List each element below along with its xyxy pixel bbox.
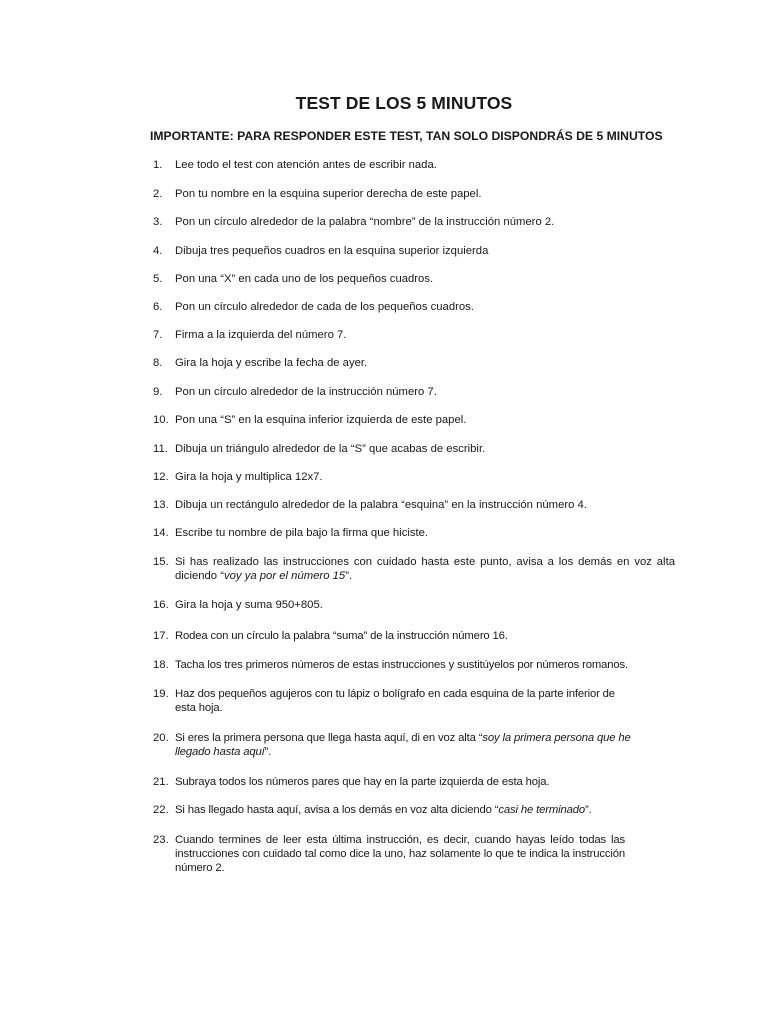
instruction-text: Firma a la izquierda del número 7. xyxy=(175,329,347,341)
instruction-item xyxy=(153,244,683,258)
instruction-text: Cuando termines de leer esta última instrucción, es decir, cuando hayas leído todas las instrucciones con cuidado tal como dice la uno, haz solamente lo que te indica la instrucción número 2. xyxy=(175,834,625,874)
instruction-text-end: ”. xyxy=(345,570,353,582)
page-title: TEST DE LOS 5 MINUTOS xyxy=(295,93,513,113)
instruction-number: 3. xyxy=(153,216,163,228)
instruction-item xyxy=(153,300,683,314)
important-notice: IMPORTANTE: PARA RESPONDER ESTE TEST, TAN SOLO DISPONDRÁS DE 5 MINUTOS xyxy=(150,129,663,143)
instruction-item xyxy=(153,187,683,201)
instruction-number: 4. xyxy=(153,245,163,257)
instruction-text xyxy=(175,731,631,759)
instruction-number: 23. xyxy=(153,834,169,846)
instruction-number: 8. xyxy=(153,357,163,369)
instruction-number: 20. xyxy=(153,732,169,744)
instruction-number: 14. xyxy=(153,527,169,539)
instruction-item xyxy=(153,775,683,789)
instruction-number: 13. xyxy=(153,499,169,511)
instruction-item xyxy=(153,833,625,875)
instruction-item xyxy=(153,555,675,583)
instruction-item xyxy=(153,687,631,715)
instruction-item xyxy=(153,328,683,342)
instruction-text: Pon un círculo alrededor de cada de los pequeños cuadros. xyxy=(175,301,474,313)
instruction-text-start: Si has llegado hasta aquí, avisa a los demás en voz alta diciendo “ xyxy=(175,804,499,816)
instruction-item xyxy=(153,413,683,427)
instruction-number: 21. xyxy=(153,776,169,788)
instruction-text: Pon un círculo alrededor de la palabra “nombre” de la instrucción número 2. xyxy=(175,216,555,228)
instruction-item xyxy=(153,356,683,370)
instruction-number: 9. xyxy=(153,386,163,398)
instruction-item xyxy=(153,598,683,612)
instruction-number: 5. xyxy=(153,273,163,285)
instruction-number: 22. xyxy=(153,804,169,816)
instruction-item xyxy=(153,442,683,456)
instruction-emphasis: soy la primera persona que he llegado hasta aquí xyxy=(175,732,631,758)
instruction-item xyxy=(153,629,683,643)
instruction-number: 6. xyxy=(153,301,163,313)
instruction-item xyxy=(153,385,683,399)
instruction-number: 18. xyxy=(153,659,169,671)
instruction-text: Subraya todos los números pares que hay en la parte izquierda de esta hoja. xyxy=(175,776,550,788)
instruction-item xyxy=(153,272,683,286)
instruction-text xyxy=(175,555,675,583)
instruction-item xyxy=(153,498,683,512)
instruction-item xyxy=(153,215,683,229)
instruction-text: Pon un círculo alrededor de la instrucción número 7. xyxy=(175,386,437,398)
instruction-number: 10. xyxy=(153,414,169,426)
instruction-item xyxy=(153,158,683,172)
instruction-number: 15. xyxy=(153,556,169,568)
instruction-item xyxy=(153,658,683,672)
instruction-number: 7. xyxy=(153,329,163,341)
instruction-emphasis: voy ya por el número 15 xyxy=(223,570,346,582)
instruction-number: 12. xyxy=(153,471,169,483)
instruction-item xyxy=(153,470,683,484)
instruction-text xyxy=(175,803,683,817)
instruction-text: Gira la hoja y suma 950+805. xyxy=(175,599,323,611)
instruction-number: 11. xyxy=(153,443,168,455)
instruction-text: Dibuja un triángulo alrededor de la “S” que acabas de escribir. xyxy=(175,443,486,455)
instruction-text: Gira la hoja y multiplica 12x7. xyxy=(175,471,323,483)
instruction-text: Pon una “X” en cada uno de los pequeños cuadros. xyxy=(175,273,434,285)
instruction-emphasis: casi he terminado xyxy=(498,804,586,816)
instruction-text: Rodea con un círculo la palabra “suma” de la instrucción número 16. xyxy=(175,630,508,642)
instruction-text: Dibuja tres pequeños cuadros en la esquina superior izquierda xyxy=(175,245,489,257)
instruction-text: Pon una “S” en la esquina inferior izquierda de este papel. xyxy=(175,414,467,426)
instruction-number: 19. xyxy=(153,688,169,700)
instruction-number: 16. xyxy=(153,599,169,611)
instruction-text-start: Si eres la primera persona que llega hasta aquí, di en voz alta “ xyxy=(175,732,483,744)
instruction-number: 1. xyxy=(153,159,163,171)
instruction-text: Lee todo el test con atención antes de escribir nada. xyxy=(175,159,437,171)
instruction-item xyxy=(153,526,683,540)
instruction-item xyxy=(153,731,631,759)
instruction-text-end: ”. xyxy=(264,746,272,758)
instruction-text: Tacha los tres primeros números de estas instrucciones y sustitúyelos por números romanos. xyxy=(175,659,629,671)
instruction-text: Haz dos pequeños agujeros con tu lápiz o bolígrafo en cada esquina de la parte inferior de esta hoja. xyxy=(175,688,615,714)
instruction-text-end: ”. xyxy=(585,804,592,816)
instruction-item xyxy=(153,803,683,817)
instruction-text: Dibuja un rectángulo alrededor de la palabra “esquina” en la instrucción número 4. xyxy=(175,499,587,511)
instruction-number: 2. xyxy=(153,188,163,200)
instruction-text: Pon tu nombre en la esquina superior derecha de este papel. xyxy=(175,188,482,200)
instruction-text: Gira la hoja y escribe la fecha de ayer. xyxy=(175,357,368,369)
instruction-text-start: Si has realizado las instrucciones con cuidado hasta este punto, avisa a los demás en voz alta diciendo “ xyxy=(175,556,675,582)
instruction-number: 17. xyxy=(153,630,169,642)
instruction-text: Escribe tu nombre de pila bajo la firma que hiciste. xyxy=(175,527,429,539)
